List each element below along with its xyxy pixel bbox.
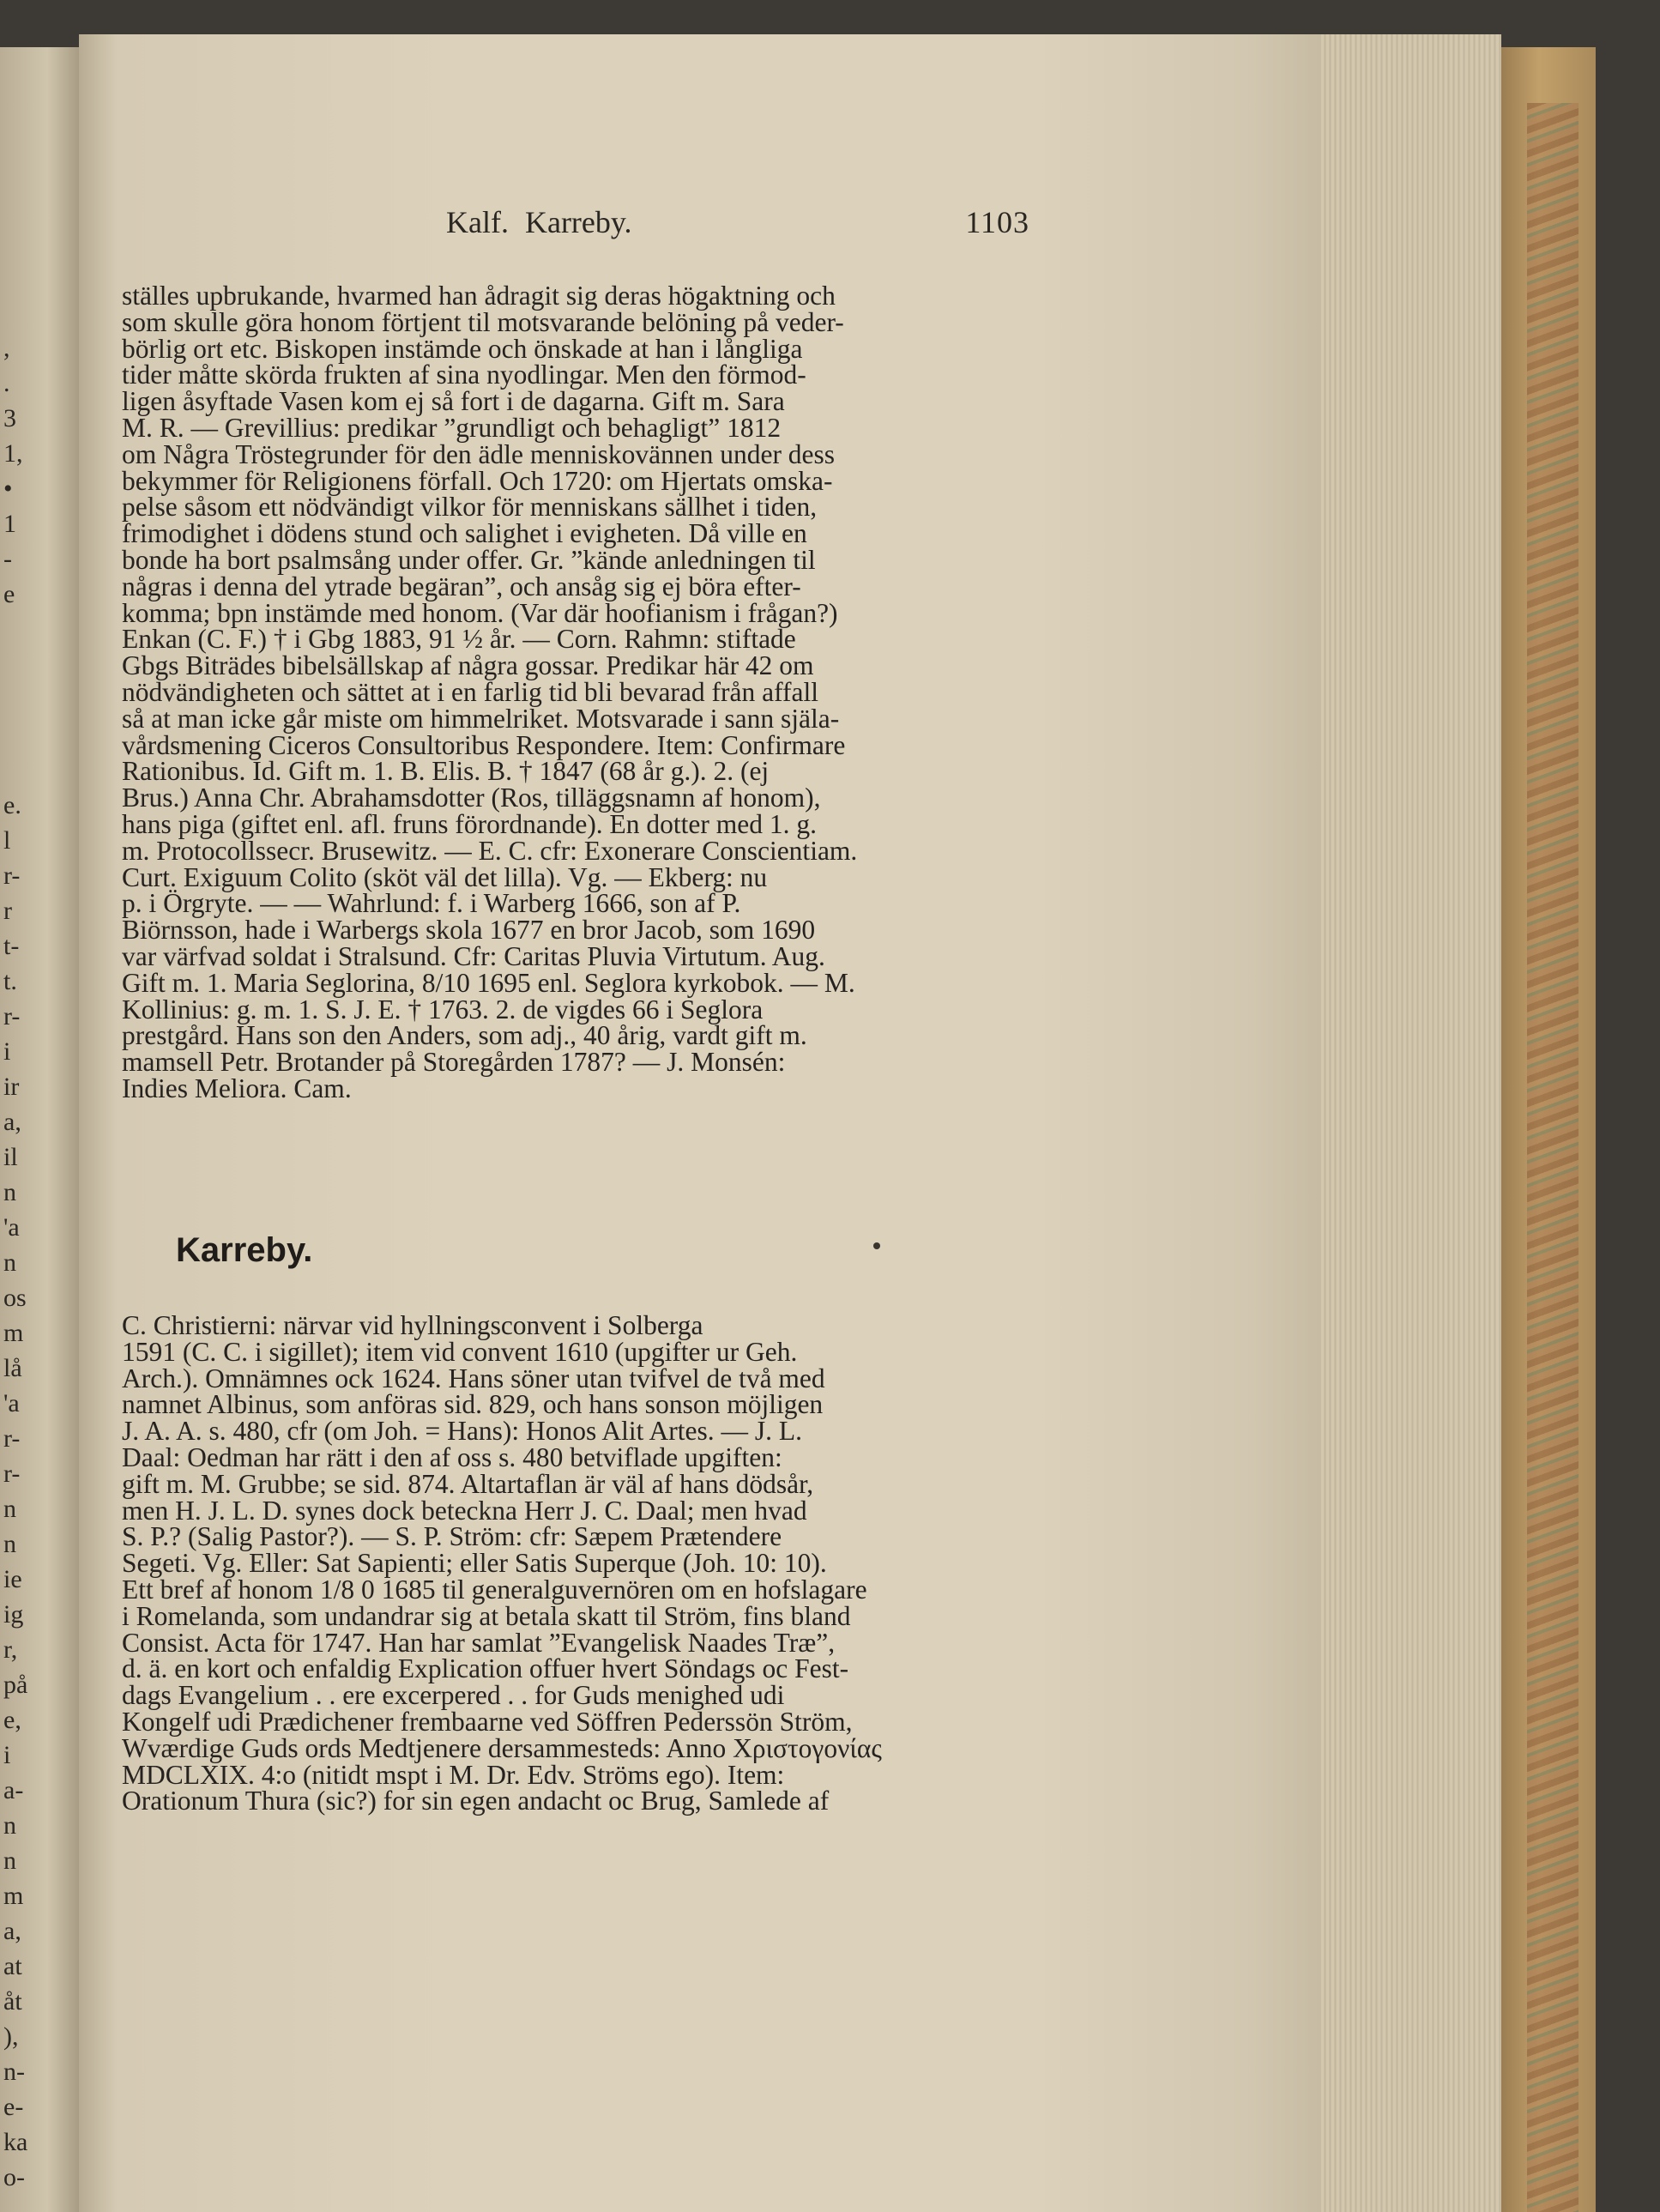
margin-fragment: . <box>3 369 10 397</box>
text-line: 1591 (C. C. i sigillet); item vid convent 1610 (upgifter ur Geh. <box>122 1336 798 1367</box>
margin-fragment: ka <box>3 2128 28 2156</box>
text-block-upper <box>122 283 1027 1103</box>
text-line: nödvändigheten och sättet at i en farlig tid bli bevarad från affall <box>122 676 818 707</box>
text-line: någras i denna del ytrade begäran”, och ansåg sig ej böra efter- <box>122 571 801 601</box>
margin-fragment: ie <box>3 1565 22 1593</box>
margin-fragment: 'a <box>3 1213 20 1242</box>
margin-fragment <box>3 752 72 788</box>
text-line: Kongelf udi Prædichener frembaarne ved Söffren Pederssön Ström, <box>122 1706 853 1737</box>
margin-fragment: • <box>3 474 13 503</box>
margin-fragment: at <box>3 1952 22 1980</box>
text-line: Rationibus. Id. Gift m. 1. B. Elis. B. † 1847 (68 år g.). 2. (ej <box>122 756 770 787</box>
margin-fragment: r- <box>3 861 21 890</box>
text-line: komma; bpn instämde med honom. (Var där hoofianism i frågan?) <box>122 597 838 628</box>
margin-fragment: e- <box>3 2093 24 2121</box>
margin-fragment: 1, <box>3 439 23 468</box>
margin-fragment: 3 <box>3 404 16 432</box>
text-line: hans piga (giftet enl. afl. fruns förordnande). En dotter med 1. g. <box>122 808 818 839</box>
text-line: ställes upbrukande, hvarmed han ådragit sig deras högaktning och <box>122 281 836 311</box>
text-line: gift m. M. Grubbe; se sid. 874. Altartaflan är väl af hans dödsår, <box>122 1468 814 1499</box>
margin-fragment: 1 <box>3 510 16 538</box>
text-line: bonde ha bort psalmsång under offer. Gr. ”kände anledningen til <box>122 544 816 575</box>
margin-fragment: r <box>3 897 12 925</box>
text-line: p. i Örgryte. — — Wahrlund: f. i Warberg 1666, son af P. <box>122 888 741 919</box>
margin-fragment <box>3 717 72 752</box>
text-line: frimodighet i dödens stund och salighet i evigheten. Då ville en <box>122 518 807 549</box>
text-line: J. A. A. s. 480, cfr (om Joh. = Hans): Honos Alit Artes. — J. L. <box>122 1416 803 1447</box>
margin-fragment: os <box>3 1284 27 1312</box>
text-line: tider måtte skörda frukten af sina nyodlingar. Men den förmod- <box>122 360 806 390</box>
margin-fragment: i <box>3 1741 11 1769</box>
margin-fragment: e <box>3 580 15 608</box>
text-line: Indies Meliora. Cam. <box>122 1073 352 1103</box>
margin-fragment: t. <box>3 967 17 995</box>
margin-fragment: n <box>3 1530 16 1558</box>
margin-fragment: m <box>3 1882 24 1910</box>
left-margin-fragments <box>3 330 72 2195</box>
margin-fragment: a, <box>3 1108 21 1136</box>
margin-fragment: åt <box>3 1987 22 2016</box>
margin-fragment: ir <box>3 1073 20 1101</box>
text-line: Brus.) Anna Chr. Abrahamsdotter (Ros, tilläggsnamn af honom), <box>122 783 821 813</box>
text-line: d. ä. en kort och enfaldig Explication offuer hvert Söndags oc Fest- <box>122 1653 849 1684</box>
margin-fragment: på <box>3 1671 28 1699</box>
section-heading: Karreby. <box>176 1231 313 1269</box>
margin-fragment: n <box>3 1811 16 1840</box>
text-line: mamsell Petr. Brotander på Storegården 1787? — J. Monsén: <box>122 1047 786 1078</box>
margin-fragment: r- <box>3 1424 21 1453</box>
margin-fragment <box>3 682 72 717</box>
margin-fragment: n- <box>3 2058 25 2086</box>
margin-fragment <box>3 612 72 647</box>
text-block-lower <box>122 1310 1027 1816</box>
text-line: M. R. — Grevillius: predikar ”grundligt och behagligt” 1812 <box>122 412 782 443</box>
stray-dot <box>873 1242 880 1249</box>
text-line: S. P.? (Salig Pastor?). — S. P. Ström: cfr: Sæpem Prætendere <box>122 1521 782 1552</box>
text-line: Enkan (C. F.) † i Gbg 1883, 91 ½ år. — Corn. Rahmn: stiftade <box>122 624 796 655</box>
marbled-cover <box>1527 103 1579 2212</box>
margin-fragment: a, <box>3 1917 21 1945</box>
text-line: Gift m. 1. Maria Seglorina, 8/10 1695 enl. Seglora kyrkobok. — M. <box>122 967 855 998</box>
margin-fragment: l <box>3 826 11 855</box>
text-line: Arch.). Omnämnes ock 1624. Hans söner utan tvifvel de två med <box>122 1363 825 1393</box>
text-line: Gbgs Biträdes bibelsällskap af några gossar. Predikar här 42 om <box>122 650 814 681</box>
margin-fragment: - <box>3 545 12 573</box>
text-line: Biörnsson, hade i Warbergs skola 1677 en bror Jacob, som 1690 <box>122 915 816 946</box>
margin-fragment: il <box>3 1143 18 1171</box>
text-line: vårdsmening Ciceros Consultoribus Respondere. Item: Confirmare <box>122 729 846 760</box>
text-line: C. Christierni: närvar vid hyllningsconvent i Solberga <box>122 1310 703 1340</box>
text-line: Kollinius: g. m. 1. S. J. E. † 1763. 2. de vigdes 66 i Seglora <box>122 994 764 1024</box>
margin-fragment: 'a <box>3 1389 20 1417</box>
text-line: var värfvad soldat i Stralsund. Cfr: Caritas Pluvia Virtutum. Aug. <box>122 940 825 971</box>
text-line: i Romelanda, som undandrar sig at betala skatt til Ström, fins bland <box>122 1600 851 1631</box>
text-line: Segeti. Vg. Eller: Sat Sapienti; eller Satis Superque (Joh. 10: 10). <box>122 1548 827 1579</box>
margin-fragment: a- <box>3 1776 24 1804</box>
margin-fragment: n <box>3 1248 16 1277</box>
margin-fragment: n <box>3 1178 16 1206</box>
text-line: namnet Albinus, som anföras sid. 829, och hans sonson möjligen <box>122 1389 824 1420</box>
text-line: bekymmer för Religionens förfall. Och 1720: om Hjertats omska- <box>122 465 833 496</box>
text-line: Curt. Exiguum Colito (sköt väl det lilla). Vg. — Ekberg: nu <box>122 861 768 892</box>
margin-fragment: , <box>3 334 10 362</box>
header-title: Kalf. Karreby. <box>446 205 632 239</box>
text-line: om Några Tröstegrunder för den ädle menniskovännen under dess <box>122 438 836 469</box>
text-line: men H. J. L. D. synes dock beteckna Herr J. C. Daal; men hvad <box>122 1495 807 1526</box>
margin-fragment: n <box>3 1495 16 1523</box>
text-line: pelse såsom ett nödvändigt vilkor för menniskans sällhet i tiden, <box>122 492 818 523</box>
margin-fragment: r, <box>3 1635 18 1664</box>
margin-fragment: o- <box>3 2163 25 2191</box>
margin-fragment: t- <box>3 932 20 960</box>
text-line: Orationum Thura (sic?) for sin egen andacht oc Brug, Samlede af <box>122 1786 830 1816</box>
page-number: 1103 <box>965 205 1029 239</box>
margin-fragment: i <box>3 1037 11 1066</box>
text-line: så at man icke går miste om himmelriket. Motsvarade i sann själa- <box>122 703 840 734</box>
text-line: Ett bref af honom 1/8 0 1685 til generalguvernören om en hofslagare <box>122 1574 867 1605</box>
text-line: dags Evangelium . . ere excerpered . . for Guds menighed udi <box>122 1680 785 1711</box>
text-line: Wværdige Guds ords Medtjenere dersammesteds: Anno Χριστογονίας <box>122 1732 882 1763</box>
running-header <box>446 204 1029 247</box>
margin-fragment: e. <box>3 791 21 819</box>
margin-fragment: m <box>3 1319 24 1347</box>
text-line: MDCLXIX. 4:o (nitidt mspt i M. Dr. Edv. Ströms ego). Item: <box>122 1759 785 1790</box>
text-line: Daal: Oedman har rätt i den af oss s. 480 betviflade upgiften: <box>122 1441 782 1472</box>
text-line: prestgård. Hans son den Anders, som adj., 40 årig, vardt gift m. <box>122 1020 807 1051</box>
margin-fragment <box>3 647 72 682</box>
text-line: Consist. Acta för 1747. Han har samlat ”Evangelisk Naades Træ”, <box>122 1627 836 1658</box>
margin-fragment: e, <box>3 1706 21 1734</box>
text-line: som skulle göra honom förtjent til motsvarande belöning på veder- <box>122 306 844 337</box>
text-line: m. Protocollssecr. Brusewitz. — E. C. cfr: Exonerare Conscientiam. <box>122 835 858 866</box>
left-page-edge <box>0 47 79 2212</box>
margin-fragment: ), <box>3 2022 19 2051</box>
margin-fragment: r- <box>3 1460 21 1488</box>
margin-fragment: lå <box>3 1354 22 1382</box>
margin-fragment: r- <box>3 1002 21 1030</box>
margin-fragment: ig <box>3 1600 24 1629</box>
margin-fragment: n <box>3 1846 16 1875</box>
page-stack-edge <box>1321 34 1501 2212</box>
text-line: börlig ort etc. Biskopen instämde och önskade at han i långliga <box>122 333 803 364</box>
text-line: ligen åsyftade Vasen kom ej så fort i de dagarna. Gift m. Sara <box>122 386 785 417</box>
